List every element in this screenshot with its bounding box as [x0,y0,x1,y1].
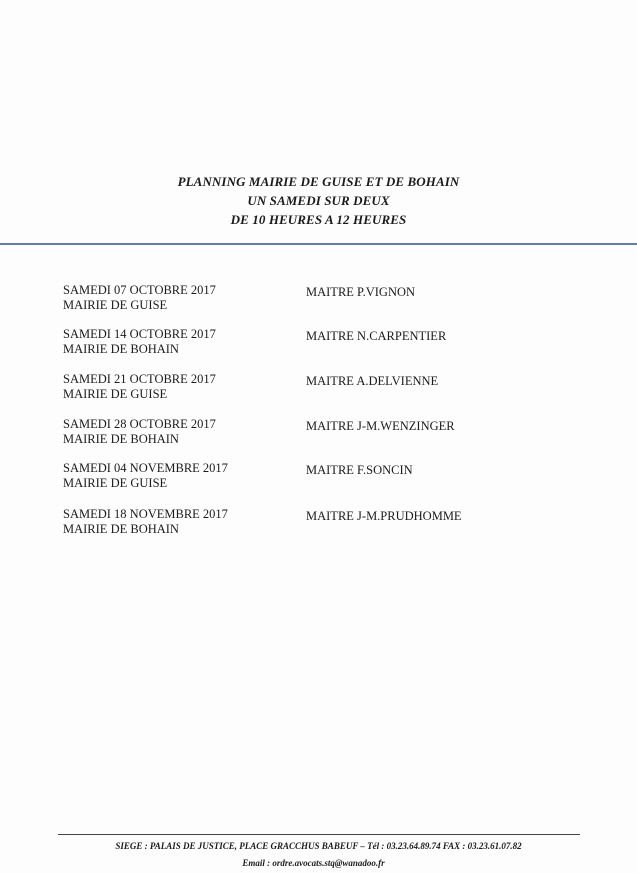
schedule-lawyer: MAITRE P.VIGNON [306,285,416,299]
schedule-place: MAIRIE DE GUISE [63,476,168,490]
document-title [0,172,637,229]
schedule-row [0,283,637,323]
schedule-date: SAMEDI 21 OCTOBRE 2017 [63,372,216,386]
schedule-date: SAMEDI 18 NOVEMBRE 2017 [63,507,228,521]
schedule-row [0,372,637,412]
footer-divider [58,834,580,835]
schedule-date: SAMEDI 07 OCTOBRE 2017 [63,283,216,297]
schedule-lawyer: MAITRE J-M.PRUDHOMME [306,509,462,523]
schedule-lawyer: MAITRE J-M.WENZINGER [306,419,455,433]
schedule-date-place [63,372,216,402]
schedule-date-place [63,283,216,313]
schedule-place: MAIRIE DE BOHAIN [63,342,179,356]
schedule-lawyer: MAITRE N.CARPENTIER [306,329,447,343]
header-divider [0,243,637,245]
schedule-date: SAMEDI 14 OCTOBRE 2017 [63,327,216,341]
schedule-date-place [63,417,216,447]
title-line-3: DE 10 HEURES A 12 HEURES [230,212,407,227]
schedule-row [0,327,637,367]
schedule-date-place [63,507,228,537]
schedule-date-place [63,461,228,491]
schedule-place: MAIRIE DE BOHAIN [63,522,179,536]
schedule-date: SAMEDI 28 OCTOBRE 2017 [63,417,216,431]
footer-email: Email : ordre.avocats.stq@wanadoo.fr [242,858,385,868]
schedule-row [0,507,637,547]
schedule-date-place [63,327,216,357]
schedule-row [0,461,637,501]
schedule-lawyer: MAITRE F.SONCIN [306,463,413,477]
schedule-place: MAIRIE DE BOHAIN [63,432,179,446]
title-line-2: UN SAMEDI SUR DEUX [247,193,390,208]
schedule-row [0,417,637,457]
schedule-place: MAIRIE DE GUISE [63,387,168,401]
schedule-place: MAIRIE DE GUISE [63,298,168,312]
schedule-lawyer: MAITRE A.DELVIENNE [306,374,439,388]
footer-address: SIEGE : PALAIS DE JUSTICE, PLACE GRACCHUS BABEUF – Tél : 03.23.64.89.74 FAX : 03.23.61.07.82 [115,841,522,851]
title-line-1: PLANNING MAIRIE DE GUISE ET DE BOHAIN [177,174,460,189]
schedule-date: SAMEDI 04 NOVEMBRE 2017 [63,461,228,475]
